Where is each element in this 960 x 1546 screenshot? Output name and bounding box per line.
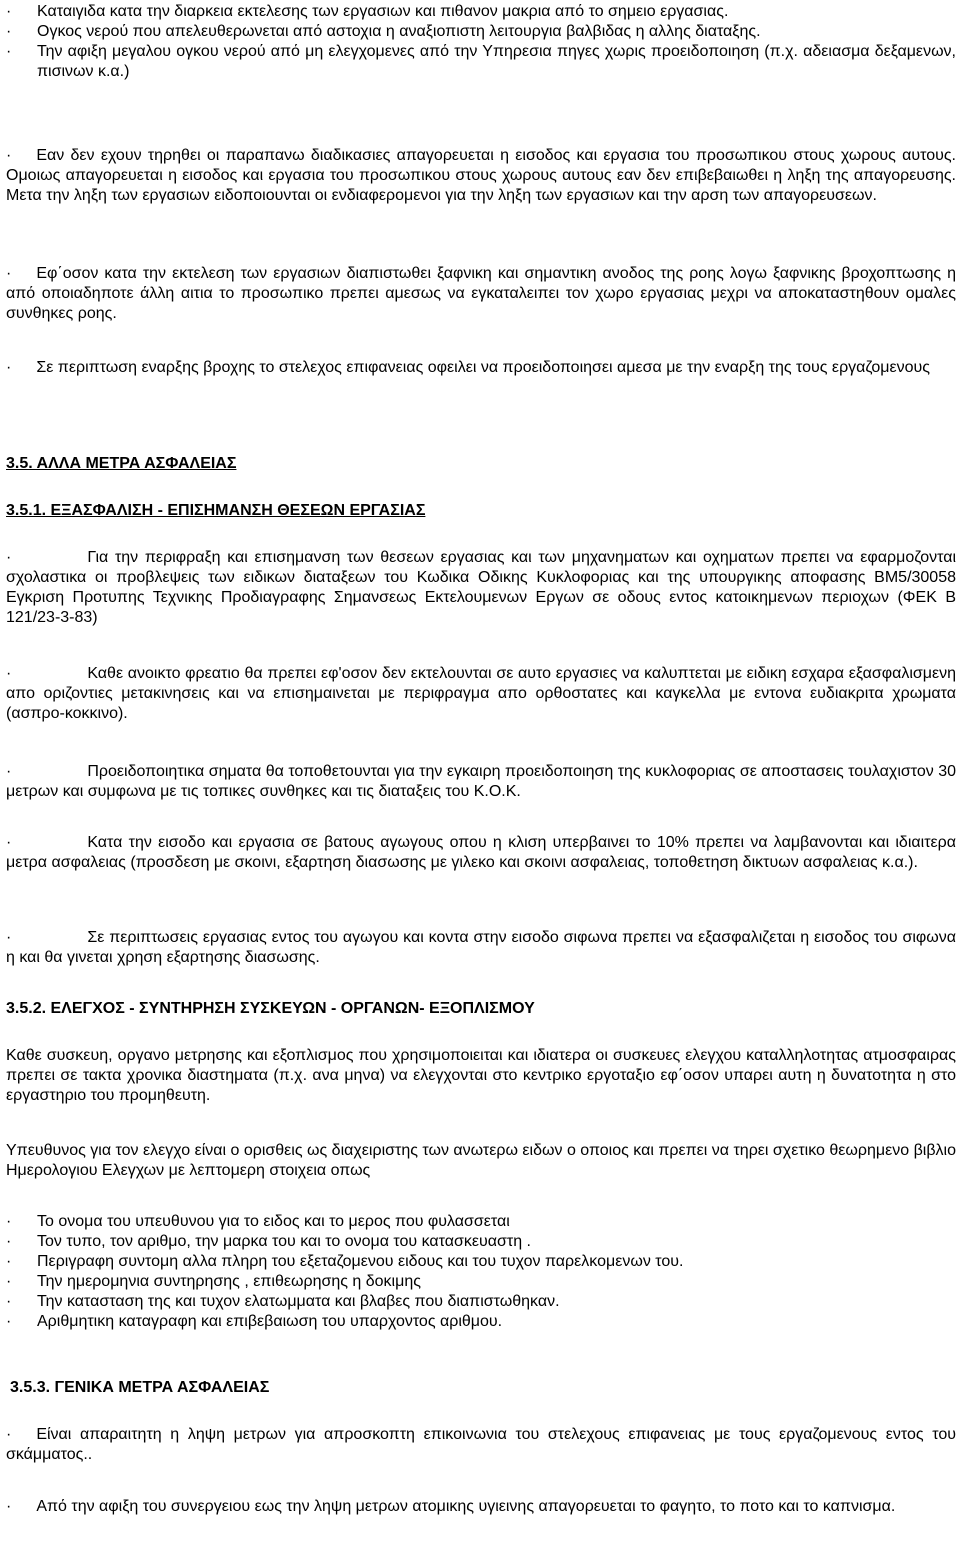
rain-paragraph: · Σε περιπτωση εναρξης βροχης το στελεχος επιφανειας οφειλει να προειδοποιησει αμεσα με την εναρξη της τους εργαζομενους [6, 359, 931, 376]
heading-3-5-3: 3.5.3. ΓΕΝΙΚΑ ΜΕΤΡΑ ΑΣΦΑΛΕΙΑΣ [10, 1379, 270, 1396]
heading-3-5-1: 3.5.1. ΕΞΑΣΦΑΛΙΣΗ - ΕΠΙΣΗΜΑΝΣΗ ΘΕΣΕΩΝ ΕΡΓΑΣΙΑΣ [6, 502, 426, 519]
bullet-mark: · [6, 549, 12, 566]
list-item: · Το ονομα του υπευθυνου για το ειδος και το μερος που φυλασσεται [6, 1213, 510, 1230]
bullet-mark: · [6, 23, 12, 40]
slope-paragraph: · Κατα την εισοδο και εργασια σε βατους αγωγους οπου η κλιση υπερβαινει το 10% πρεπει να λαμβανονται και ιδιαιτερα μετρα ασφαλειας (προσδεση με σκοινι, εξαρτηση διασωσης με γιλεκο και σκοινι ασφαλειας, τοποθετηση δικτυων ασφαλειας κ.α.). [6, 834, 956, 871]
bullet-mark: · [6, 665, 12, 682]
bullet-mark: · [6, 1498, 12, 1515]
list-item: · Τον τυπο, τον αριθμο, την μαρκα του και το ονομα του κατασκευαστη . [6, 1233, 531, 1250]
fencing-paragraph: · Για την περιφραξη και επισημανση των θεσεων εργασιας και των μηχανηματων και οχηματων πρεπει να εφαρμοζονται σχολαστικα οι προβλεψεις των ειδικων διαταξεων του Κωδικα Οδικης Κυκλοφοριας και της υπουργικης αποφασης ΒΜ5/30058 Εγκριση Προτυπης Τεχνικης Προδιαγραφης Σημανσεως Εκτελουμενων Εργων σε οδους εντος κατοικημενων περιοχων (ΦΕΚ Β 121/23-3-83) [6, 549, 956, 626]
list-item: · Περιγραφη συντομη αλλα πληρη του εξεταζομενου ειδους και του τυχον παρελκομενων του. [6, 1253, 684, 1270]
list-item: · Την κατασταση της και τυχον ελατωμματα και βλαβες που διαπιστωθηκαν. [6, 1293, 560, 1310]
communication-paragraph: · Είναι απαραιτητη η ληψη μετρων για απροσκοπτη επικοινωνια του στελεχους επιφανειας με τους εργαζομενους εντος του σκάμματος.. [6, 1426, 956, 1463]
bullet-mark: · [6, 3, 12, 20]
warning-signs-paragraph: · Προειδοποιητικα σηματα θα τοποθετουνται για την εγκαιρη προειδοποιηση της κυκλοφοριας σε αποστασεις τουλαχιστον 30 μετρων και συμφωνα με τις τοπικες συνθηκες και τις διαταξεις του Κ.Ο.Κ. [6, 763, 956, 800]
bullet-mark: · [6, 43, 12, 60]
bullet-mark: · [6, 147, 12, 164]
manhole-paragraph: · Καθε ανοικτο φρεατιο θα πρεπει εφ'οσον δεν εκτελουνται σε αυτο εργασιες να καλυπτεται με ειδικη εσχαρα εξασφαλισμενη απο οριζοντιες μετακινησεις και να επισημαινεται με περιφραγμα απο ορθοστατες και καγκελλα με εντονα ευδιακριτα χρωματα (ασπρο-κοκκινο). [6, 665, 956, 722]
equipment-paragraph: Καθε συσκευη, οργανο μετρησης και εξοπλισμος που χρησιμοποιειται και ιδιατερα οι συσκευες ελεγχου καταλληλοτητας ατμοσφαιρας πρεπει σε τακτα χρονικα διαστηματα (π.χ. ανα μηνα) να ελεγχονται στο κεντρικο εργοταξιο εφ΄οσον υπαρει αυτη η δυνατοτητα η στο εργαστηριο του προμηθευτη. [6, 1047, 956, 1104]
bullet-mark: · [6, 1426, 12, 1443]
bullet-mark: · [6, 763, 12, 780]
list-item: · Αριθμητικη καταγραφη και επιβεβαιωση του υπαρχοντος αριθμου. [6, 1313, 503, 1330]
flow-paragraph: · Εφ΄οσον κατα την εκτελεση των εργασιων διαπιστωθει ξαφνικη και σημαντικη ανοδος της ροης λογω ξαφνικης βροχοπτωσης η από οποιαδηποτε άλλη αιτια το προσωπικο πρεπει αμεσως να εγκαταλειπει τον χωρο εργασιας μεχρι να αποκαταστηθουν ομαλες συνθηκες ροης. [6, 265, 956, 322]
logbook-list [6, 1212, 956, 1332]
list-item: · Την αφιξη μεγαλου ογκου νερού από μη ελεγχομενες από την Υπηρεσια πηγες χωρις προειδοποιηση (π.χ. αδειασμα δεξαμενων, πισινων κ.α.) [6, 43, 956, 80]
bullet-mark: · [6, 834, 12, 851]
list-item: · Ογκος νερού που απελευθερωνεται από αστοχια η αναξιοπιστη λειτουργια βαλβιδας η αλλης διαταξης. [6, 23, 761, 40]
heading-3-5-2: 3.5.2. ΕΛΕΓΧΟΣ - ΣΥΝΤΗΡΗΣΗ ΣΥΣΚΕΥΩΝ - ΟΡΓΑΝΩΝ- ΕΞΟΠΛΙΣΜΟΥ [6, 1000, 535, 1017]
hygiene-paragraph: · Από την αφιξη του συνεργειου εως την ληψη μετρων ατομικης υγιεινης απαγορευεται το φαγητο, το ποτο και το καπνισμα. [6, 1498, 896, 1515]
bullet-mark: · [6, 359, 12, 376]
prohibition-paragraph: · Εαν δεν εχουν τηρηθει οι παραπανω διαδικασιες απαγορευεται η εισοδος και εργασια του προσωπικου στους χωρους αυτους. Ομοιως απαγορευεται η εισοδος και εργασια του προσωπικου στους χωρους αυτους εαν δεν επιβεβαιωθει η ληξη της απαγορευσης. Μετα την ληξη των εργασιων ειδοποιουνται οι ενδιαφερομενοι για την ληξη των εργασιων και την αρση των απαγορευσεων. [6, 147, 956, 204]
responsible-paragraph: Υπευθυνος για τον ελεγχο είναι ο ορισθεις ως διαχειριστης των ανωτερω ειδων ο οποιος και πρεπει να τηρει σχετικο θεωρημενο βιβλιο Ημερολογιου Ελεγχων με λεπτομερη στοιχεια οπως [6, 1142, 956, 1179]
bullet-mark: · [6, 929, 12, 946]
siphon-paragraph: · Σε περιπτωσεις εργασιας εντος του αγωγου και κοντα στην εισοδο σιφωνα πρεπει να εξασφαλιζεται η εισοδος του σιφωνα η και θα γινεται χρηση εξαρτησης διασωσης. [6, 929, 956, 966]
heading-3-5: 3.5. ΑΛΛΑ ΜΕΤΡΑ ΑΣΦΑΛΕΙΑΣ [6, 455, 237, 472]
list-item: · Καταιγιδα κατα την διαρκεια εκτελεσης των εργασιων και πιθανον μακρια από το σημειο εργασιας. [6, 3, 729, 20]
list-item: · Την ημερομηνια συντηρησης , επιθεωρησης η δοκιμης [6, 1273, 421, 1290]
hazard-list [6, 2, 956, 82]
bullet-mark: · [6, 265, 12, 282]
